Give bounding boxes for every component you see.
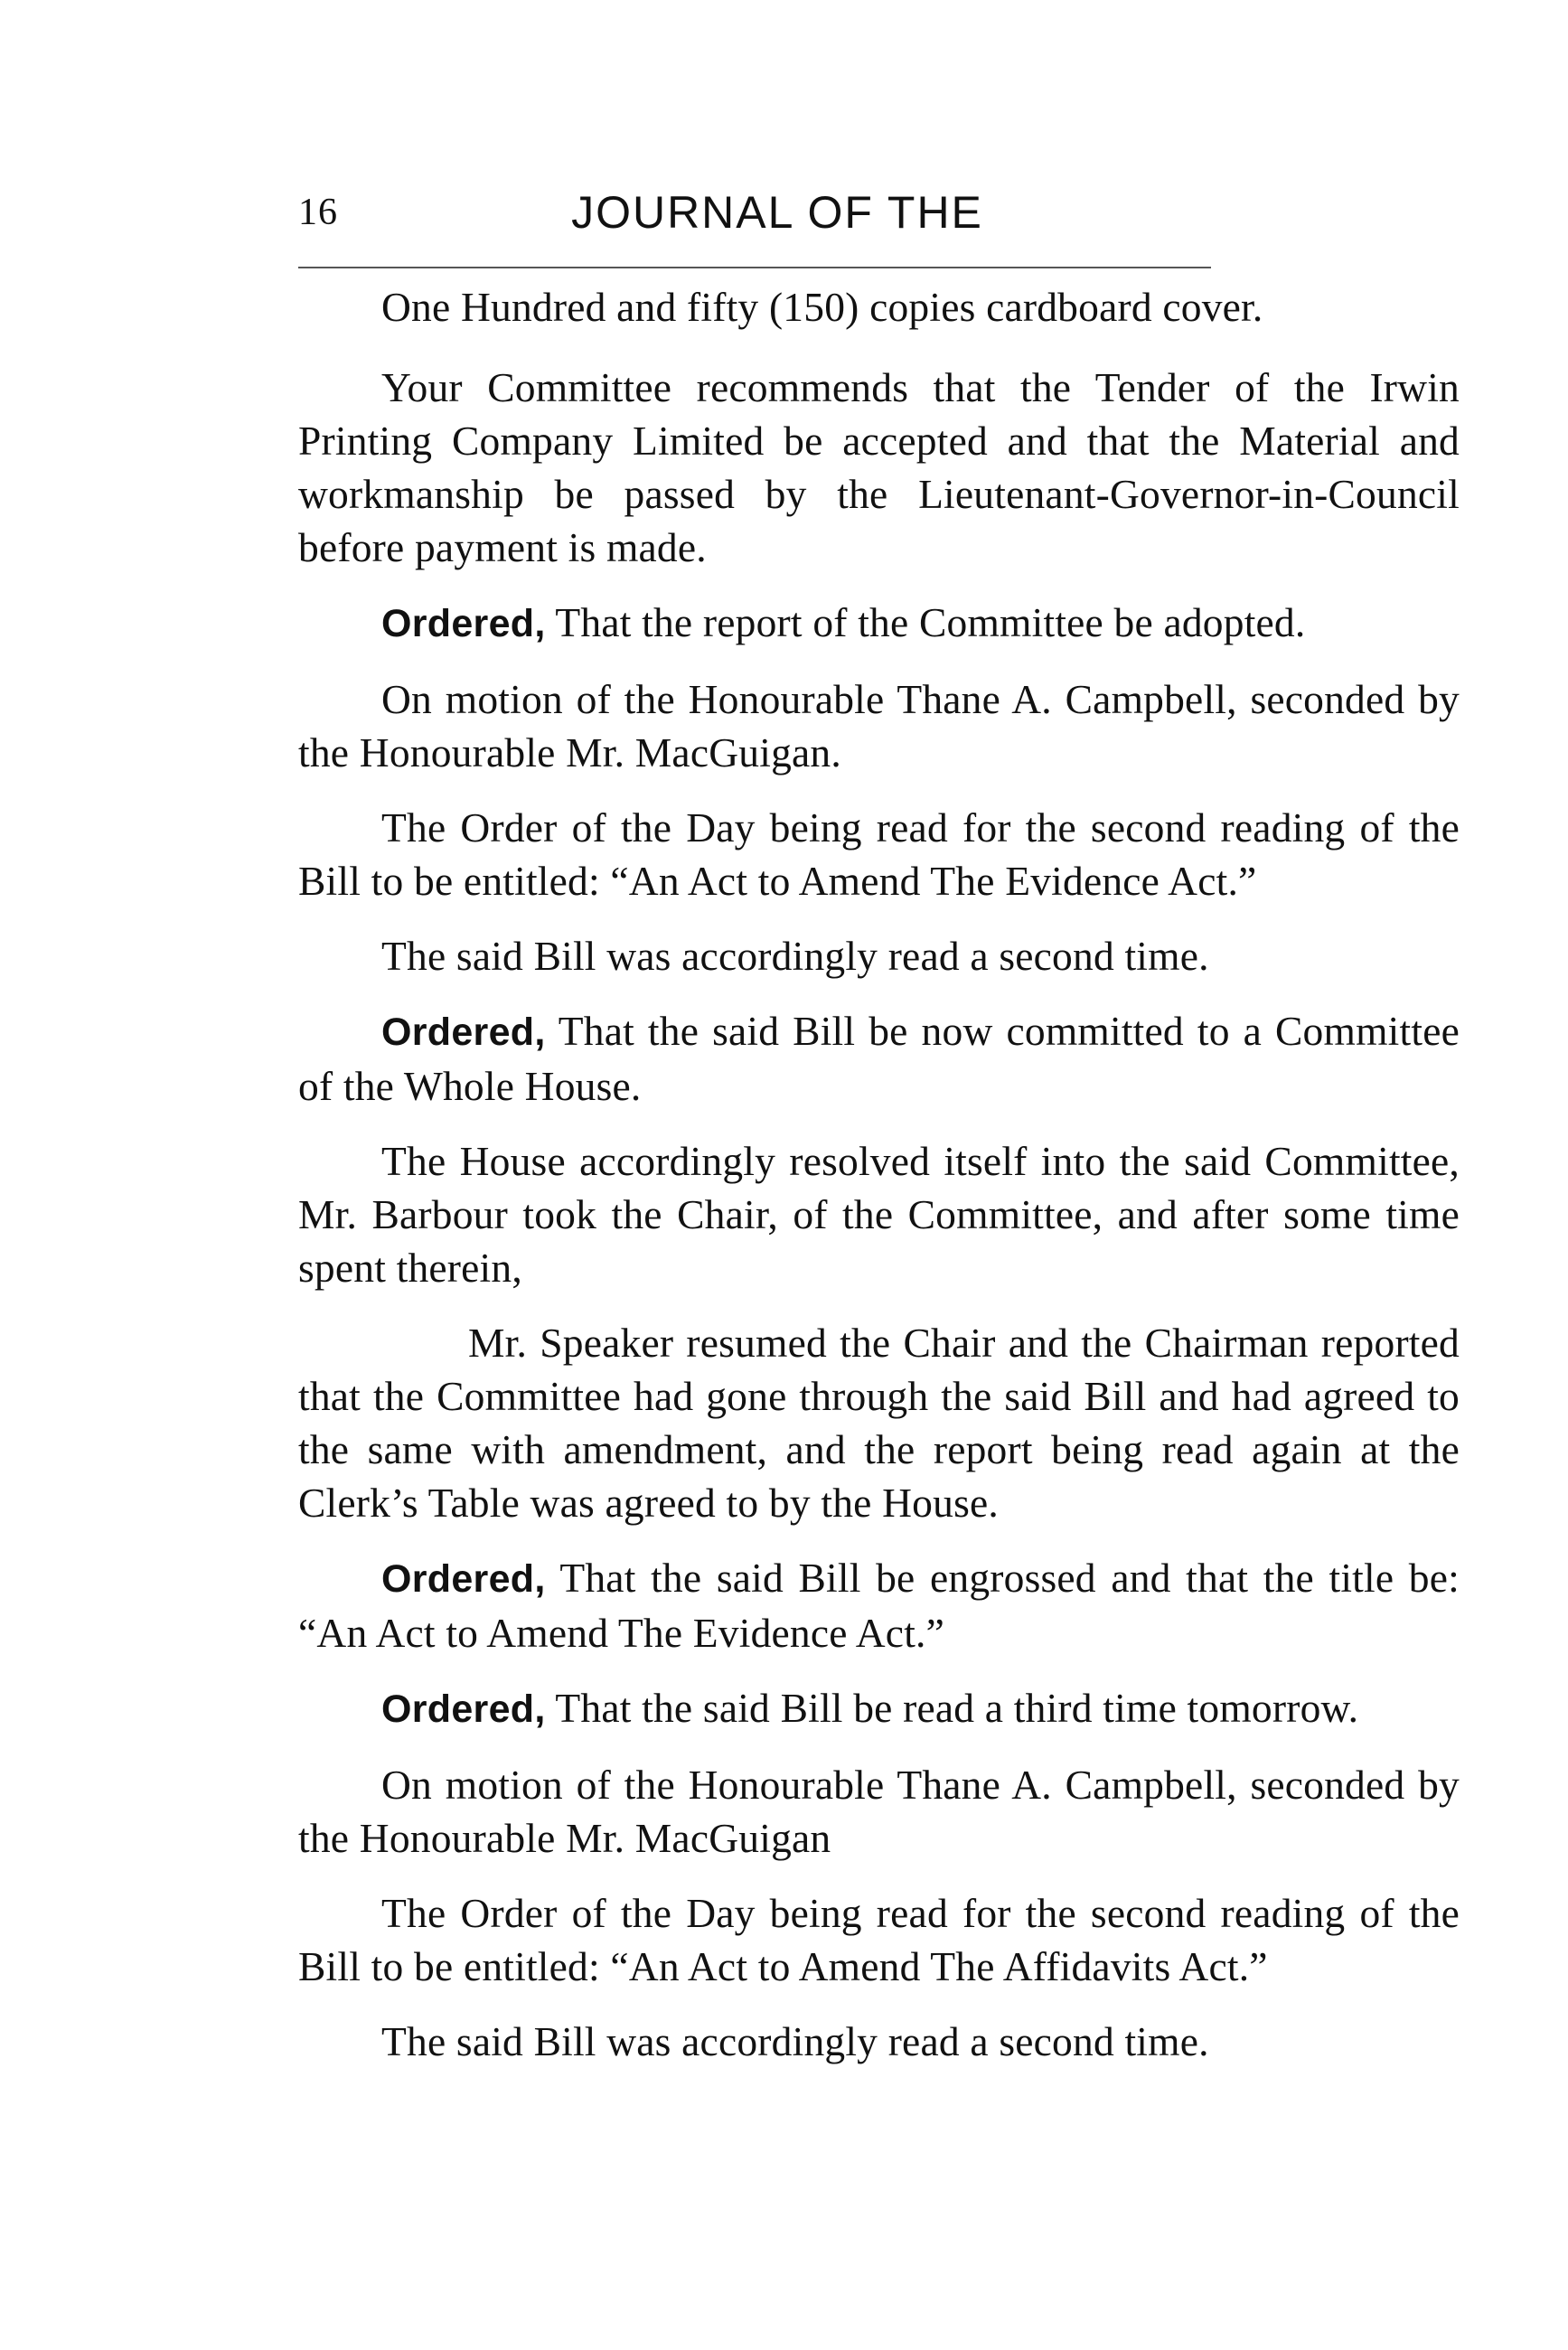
paragraph-text: The said Bill was accordingly read a second time. <box>381 933 1209 979</box>
ordered-text: That the report of the Committee be adopted. <box>555 599 1306 645</box>
paragraph-motion-2 <box>298 1758 1460 1865</box>
ordered-text: That the said Bill be engrossed and that the title be: “An Act to Amend The Evidence Act.” <box>298 1555 1460 1656</box>
ordered-engrossed <box>298 1551 1460 1659</box>
paragraph-text: The Order of the Day being read for the second reading of the Bill to be entitled: “An Act to Amend The Affidavits Act.” <box>298 1890 1460 1989</box>
ordered-committed <box>298 1004 1460 1113</box>
paragraph-text: On motion of the Honourable Thane A. Campbell, seconded by the Honourable Mr. MacGuigan. <box>298 676 1460 776</box>
ordered-label: Ordered, <box>381 1687 546 1731</box>
ordered-label: Ordered, <box>381 1010 546 1054</box>
paragraph-committee-recommendation <box>298 361 1460 574</box>
journal-body <box>298 280 1460 2090</box>
ordered-text: That the said Bill be read a third time tomorrow. <box>555 1685 1359 1731</box>
paragraph-second-reading-evidence <box>298 929 1460 982</box>
paragraph-text: One Hundred and fifty (150) copies cardboard cover. <box>381 284 1263 330</box>
paragraph-text: The House accordingly resolved itself into the said Committee, Mr. Barbour took the Chair, of the Committee, and after some time spent therein, <box>298 1138 1460 1291</box>
paragraph-motion-1 <box>298 672 1460 779</box>
ordered-label: Ordered, <box>381 1557 546 1601</box>
header-rule <box>298 267 1211 268</box>
ordered-text: That the said Bill be now committed to a Committee of the Whole House. <box>298 1008 1460 1109</box>
paragraph-speaker-resumed <box>298 1316 1460 1529</box>
paragraph-order-of-day-affidavits <box>298 1886 1460 1993</box>
paragraph-text: Your Committee recommends that the Tender of the Irwin Printing Company Limited be accepted and that the Material and workmanship be passed by the Lieutenant-Governor-in-Council before payment is made. <box>298 364 1460 570</box>
running-title: JOURNAL OF THE <box>571 187 983 238</box>
ordered-label: Ordered, <box>381 602 546 645</box>
paragraph-second-reading-affidavits <box>298 2015 1460 2068</box>
page-header <box>298 185 1220 249</box>
paragraph-text: The said Bill was accordingly read a second time. <box>381 2018 1209 2064</box>
ordered-third-reading <box>298 1681 1460 1736</box>
paragraph-text: Mr. Speaker resumed the Chair and the Chairman reported that the Committee had gone through the said Bill and had agreed to the same with amendment, and the report being read again at the Clerk’s Table was agreed to by the House. <box>298 1320 1460 1526</box>
ordered-report-adopted <box>298 596 1460 651</box>
page-number: 16 <box>298 192 338 233</box>
paragraph-text: The Order of the Day being read for the second reading of the Bill to be entitled: “An Act to Amend The Evidence Act.” <box>298 804 1460 904</box>
paragraph-text: On motion of the Honourable Thane A. Campbell, seconded by the Honourable Mr. MacGuigan <box>298 1762 1460 1861</box>
paragraph-order-of-day-evidence <box>298 801 1460 907</box>
paragraph-house-resolved <box>298 1134 1460 1294</box>
paragraph-copies-cover <box>298 280 1460 334</box>
